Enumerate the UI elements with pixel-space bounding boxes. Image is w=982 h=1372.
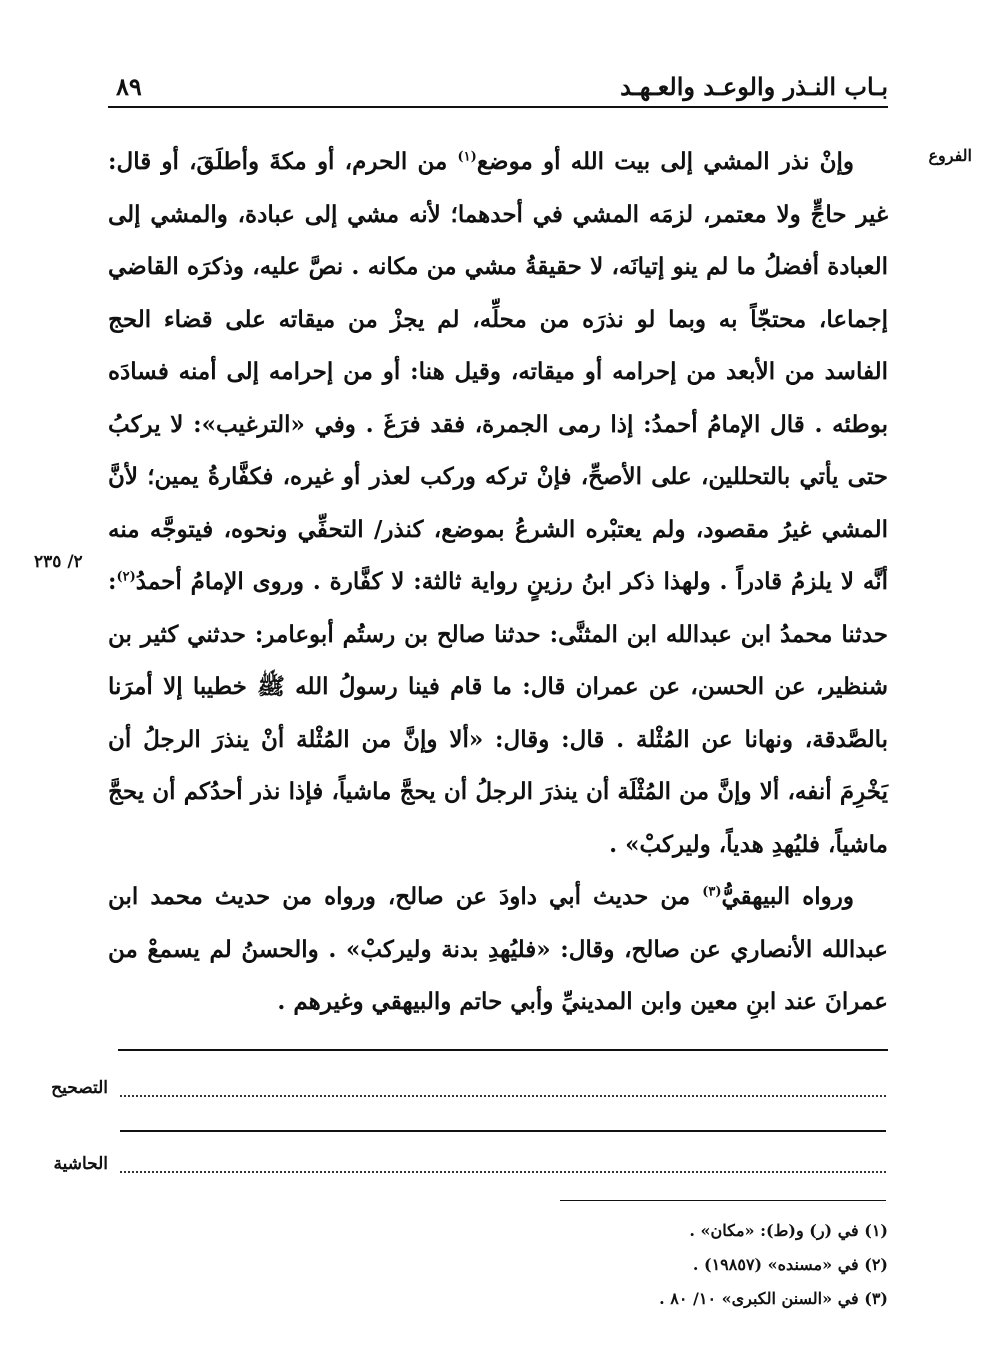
paragraph xyxy=(108,871,888,1029)
main-text-end-rule xyxy=(118,1049,888,1051)
paragraph-text: من حديث أبي داودَ عن صالح، ورواه من حديث محمد ابن عبدالله الأنصاري عن صالح، وقال: «فليُهدِ بدنة وليركبْ» . والحسنُ لم يسمعْ من عمرانَ عند ابنِ معين وابن المدينيِّ وأبي حاتم والبيهقي وغيرهم . xyxy=(108,883,888,1015)
footnote-marker: (٣) xyxy=(702,884,722,900)
annotation-label: الحاشية xyxy=(53,1154,108,1174)
header-rule xyxy=(108,106,888,108)
main-text xyxy=(108,136,888,1029)
footnote-marker: (٢) xyxy=(116,569,136,585)
footnotes xyxy=(128,1214,888,1316)
margin-section-label: الفروع xyxy=(928,146,972,165)
correction-label: التصحيح xyxy=(51,1078,108,1098)
paragraph-text: ورواه البيهقيُّ xyxy=(721,883,854,910)
paragraph xyxy=(108,136,888,871)
margin-volume-reference: ٢/ ٢٣٥ xyxy=(34,552,83,572)
chapter-title: بـاب النـذر والوعـد والعـهـد xyxy=(620,72,888,101)
page-number: ٨٩ xyxy=(116,72,142,101)
paragraph-text: وإنْ نذر المشي إلى بيت الله أو موضع xyxy=(476,148,854,175)
annotation-dotted-line xyxy=(120,1171,886,1173)
page-header xyxy=(108,70,888,104)
paragraph-text: من الحرم، أو مكةَ وأطلَقَ، أو قال: غير حاجٍّ ولا معتمر، لزمَه المشي في أحدهما؛ لأنه مشي إلى عبادة، والمشي إلى العبادة أفضلُ ما لم ينو إتيانَه، لا حقيقةُ مشي من مكانه . نصَّ عليه، وذكرَه القاضي إجماعا، محتجّاً به وبما لو نذرَه من محلِّه، لم يجزْ من ميقاته على قضاء الحج الفاسد من الأبعد من إحرامه أو ميقاته، وقيل هنا: أو من إحرامه إلى أمنه فسادَه بوطئه . قال الإمامُ أحمدُ: إذا رمى الجمرة، فقد فرَغَ . وفي «الترغيب»: لا يركبُ حتى يأتي بالتحللين، على الأصحِّ، فإنْ تركه وركب لعذر أو غيره، فكفَّارةُ يمين؛ لأنَّ المشي غيرُ مقصود، ولم يعتبْره الشرعُ بموضع، كنذر/ التحفِّي ونحوه، فيتوجَّه منه أنَّه لا يلزمُ قادراً . ولهذا ذكر ابنُ رزينٍ رواية ثالثة: لا كفَّارة . وروى الإمامُ أحمدُ xyxy=(108,148,888,595)
footnote-marker: (١) xyxy=(457,149,477,165)
correction-dotted-line xyxy=(120,1095,886,1097)
section-divider-rule xyxy=(120,1130,886,1132)
footnote-rule xyxy=(560,1200,886,1201)
footnote-item: (٢) في «مسنده» (١٩٨٥٧) . xyxy=(692,1255,888,1274)
footnote-item: (٣) في «السنن الكبرى» ١٠/ ٨٠ . xyxy=(659,1289,888,1308)
paragraph-text: : حدثنا محمدُ ابن عبدالله ابن المثنَّى: حدثنا صالح بن رستُم أبوعامر: حدثني كثير بن شنظير، عن الحسن، عن عمران قال: ما قام فينا رسولُ الله ﷺ خطيبا إلا أمرَنا بالصَّدقة، ونهانا عن المُثْلة . قال: وقال: «ألا وإنَّ من المُثْلة أنْ ينذرَ الرجلُ أن يَخْرِمَ أنفه، ألا وإنَّ من المُثْلَة أن ينذرَ الرجلُ أن يحجَّ ماشياً، فإذا نذر أحدُكم أن يحجَّ ماشياً، فليُهدِ هدياً، وليركبْ» . xyxy=(108,568,888,858)
footnote-item: (١) في (ر) و(ط): «مكان» . xyxy=(689,1221,888,1240)
